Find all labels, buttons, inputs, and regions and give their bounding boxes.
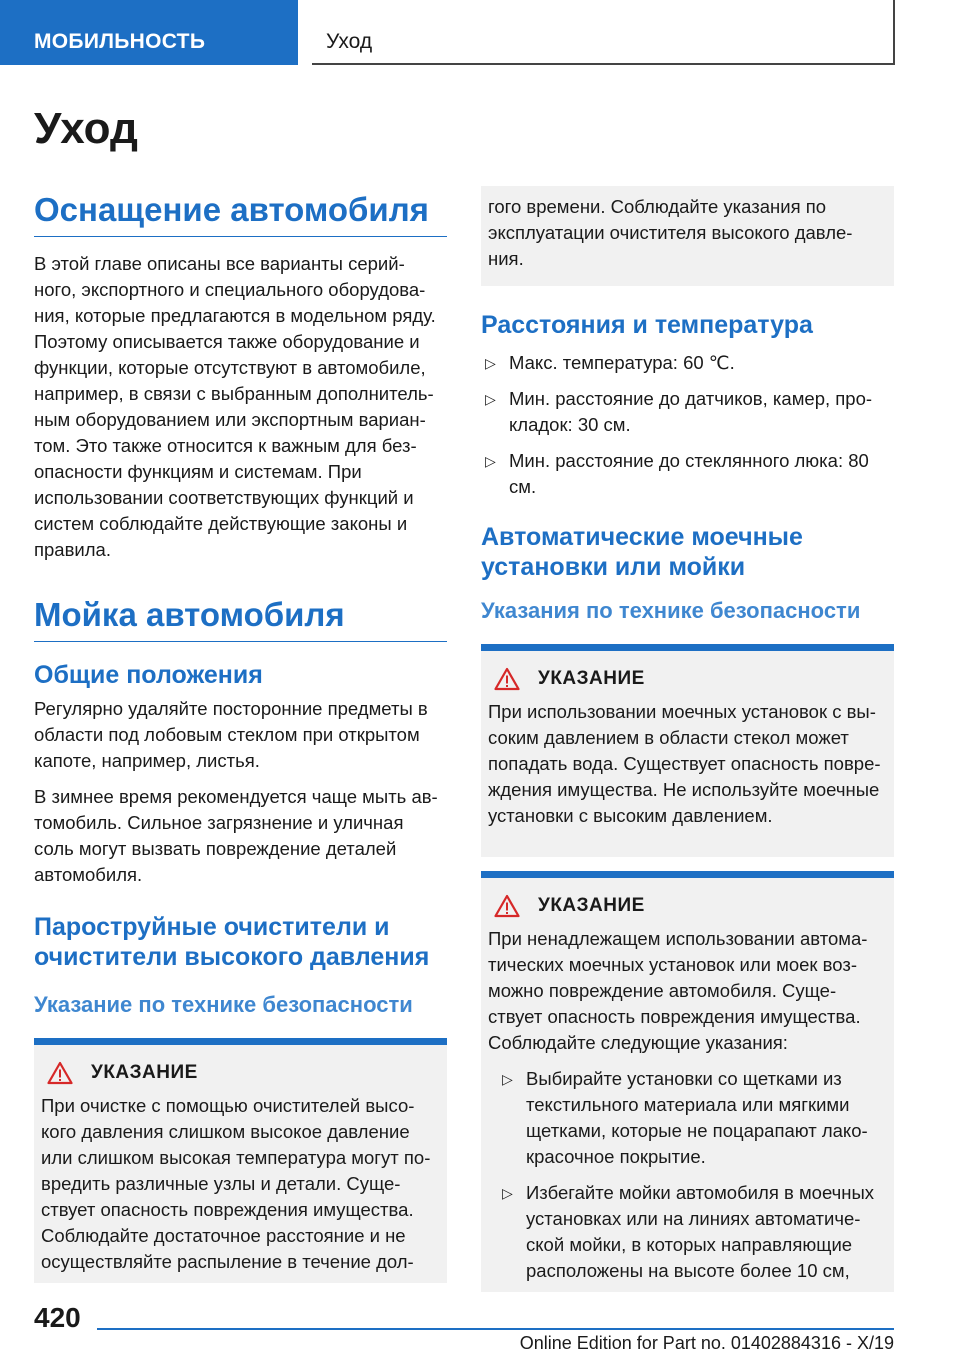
warning-triangle-icon — [47, 1061, 73, 1085]
warning-title: УКАЗАНИЕ — [91, 1062, 198, 1083]
paragraph-equipment: В этой главе описаны все варианты серий-ного, экспортного и специального оборудова-ния, которые предлагаются в модельном ряду. Поэтому описывается также оборудование и функции, которые отсутствуют в автомобиле, например, в связи с выбранным дополнитель-ным оборудованием или экспортным вариан-том. Это также относится к важным для без-опасности функциям и системам. При использовании соответствующих функций и систем соблюдайте действующие законы и правила. — [34, 253, 436, 560]
bullet-triangle-icon: ▷ — [485, 453, 496, 469]
header-chapter-label: Уход — [326, 30, 373, 53]
bullet-triangle-icon: ▷ — [485, 391, 496, 407]
warning-triangle-icon — [494, 667, 520, 691]
footer-edition: Online Edition for Part no. 01402884316 - X/19 — [519, 1333, 894, 1353]
warning-box-high-pressure — [481, 644, 894, 857]
warning-box-continued — [481, 186, 894, 286]
list-item-text: Избегайте мойки автомобиля в моечных установках или на линиях автоматиче-ской мойки, в которых направляющие расположены на высоте более 10 см, — [526, 1182, 875, 1281]
warning-box-pressure — [34, 1038, 447, 1283]
heading-general: Общие положения — [34, 661, 263, 689]
distance-list — [481, 350, 894, 500]
heading-safety-notes: Указания по технике безопасности — [481, 598, 861, 623]
list-item — [481, 350, 894, 376]
bullet-triangle-icon: ▷ — [502, 1071, 513, 1087]
heading-automatic-wash: Автоматические моечные установки или мойки — [481, 523, 803, 581]
list-item — [481, 386, 894, 438]
bullet-triangle-icon: ▷ — [502, 1185, 513, 1201]
header-section-tab: МОБИЛЬНОСТЬ — [0, 0, 298, 65]
heading-safety-note: Указание по технике безопасности — [34, 992, 413, 1017]
page-number: 420 — [34, 1302, 81, 1333]
left-column — [34, 190, 447, 1283]
list-item-text: Мин. расстояние до стеклянного люка: 80 см. — [509, 450, 869, 497]
heading-equipment: Оснащение автомобиля — [34, 190, 447, 237]
footer-divider — [97, 1328, 894, 1330]
warning-list — [488, 1066, 882, 1284]
warning-text: При ненадлежащем использовании автома-тических моечных установок или моек воз-можно повреждение автомобиля. Суще-ствует опасность повреждения имущества. Соблюдайте следующие указания: — [488, 928, 868, 1053]
paragraph-general-2: В зимнее время рекомендуется чаще мыть ав-томобиль. Сильное загрязнение и уличная соль могут вызвать повреждение деталей автомобиля. — [34, 786, 438, 885]
list-item — [481, 448, 894, 500]
list-item — [498, 1180, 882, 1284]
list-item-text: Макс. температура: 60 ℃. — [509, 352, 735, 373]
warning-text-continued: гого времени. Соблюдайте указания по эксплуатации очистителя высокого давле-ния. — [488, 196, 853, 269]
list-item — [498, 1066, 882, 1170]
bullet-triangle-icon: ▷ — [485, 355, 496, 371]
page-title: Уход — [34, 104, 138, 153]
heading-distance-temperature: Расстояния и температура — [481, 311, 813, 339]
warning-header — [488, 892, 882, 920]
heading-steam-cleaners: Пароструйные очистители и очистители высокого давления — [34, 913, 430, 971]
paragraph-general-1: Регулярно удаляйте посторонние предметы в области под лобовым стеклом при открытом капоте, например, листья. — [34, 698, 428, 771]
list-item-text: Выбирайте установки со щетками из текстильного материала или мягкими щетками, которые не поцарапают лако-красочное покрытие. — [526, 1068, 868, 1167]
warning-box-automatic-wash — [481, 871, 894, 1292]
right-column — [481, 186, 894, 1292]
warning-header — [488, 665, 882, 693]
warning-text: При использовании моечных установок с вы-соким давлением в области стекол может попадать вода. Существует опасность повре-ждения имущества. Не используйте моечные установки с высоким давлением. — [488, 701, 881, 826]
warning-header — [41, 1059, 435, 1087]
warning-title: УКАЗАНИЕ — [538, 668, 645, 689]
warning-title: УКАЗАНИЕ — [538, 895, 645, 916]
header-chapter-frame — [312, 0, 895, 65]
list-item-text: Мин. расстояние до датчиков, камер, про-кладок: 30 см. — [509, 388, 873, 435]
warning-triangle-icon — [494, 894, 520, 918]
heading-car-wash: Мойка автомобиля — [34, 595, 447, 642]
warning-text: При очистке с помощью очистителей высо-кого давления слишком высокое давление или слишком высокая температура могут по-вредить различные узлы и детали. Суще-ствует опасность повреждения имущества. Соблюдайте достаточное расстояние и не осуществляйте распыление в течение дол- — [41, 1095, 431, 1272]
